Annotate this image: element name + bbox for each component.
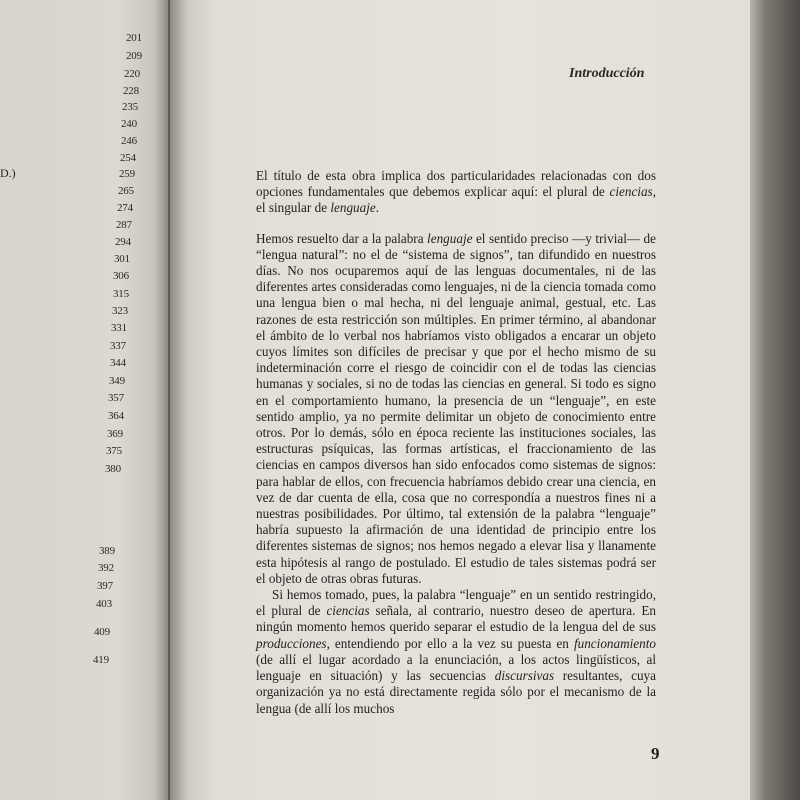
page-number-column: [0, 0, 160, 800]
page-number: 315: [113, 288, 129, 300]
page-number: 294: [115, 236, 131, 248]
page-number: 306: [113, 270, 129, 282]
background-edge: [750, 0, 800, 800]
page-number: 235: [122, 101, 138, 113]
page-number: 259: [119, 168, 135, 180]
page-number: 369: [107, 428, 123, 440]
page-number: 323: [112, 305, 128, 317]
page-number: 375: [106, 445, 122, 457]
page-number: 287: [116, 219, 132, 231]
page-number: 220: [124, 68, 140, 80]
paragraph: Hemos resuelto dar a la palabra lenguaje el sentido preciso —y trivial— de “lengua natural”: no el de “sistema de signos”, tan difundido en nuestros días. No nos ocuparemos aquí de las lenguas documentales, ni de las diferentes artes consideradas como lenguajes, ni de la ciencia tomada como una lengua bien o mal hecha, ni del lenguaje animal, gestual, etc. Las razones de esta restricción son múltiples. En primer término, al abandonar el ámbito de lo verbal nos habríamos visto obligados a encarar un objeto cuyos límites son difíciles de precisar y que por el hecho mismo de su indeterminación corre el riesgo de coincidir con el de todas las ciencias humanas y sociales, si no de todas las ciencias en general. Si todo es signo en el comportamiento humano, la presencia de un “lenguaje”, en este sentido amplio, ya no permite delimitar un objeto de conocimiento entre otros. Por lo demás, sólo en época reciente las instituciones sociales, las estructuras psíquicas, las formas artísticas, el fraccionamiento de las ciencias en campos diversos han sido enfocados como sistemas de signos: para hablar de ellos, con frecuencia habríamos debido crear una ciencia, en vez de dar cuenta de ella, cosa que no correspondía a nuestros fines ni a nuestras posibilidades. Por último, tal extensión de la palabra “lenguaje” habría supuesto la afirmación de una identidad de principio entre los diferentes sistemas de signos; nos hemos negado a elevar lisa y llanamente esta hipótesis al rango de postulado. El estudio de tales sistemas podrá ser el objeto de otras obras futuras.: [256, 230, 656, 586]
page-number: 228: [123, 85, 139, 97]
page-number: 419: [93, 654, 109, 666]
page-number: 349: [109, 375, 125, 387]
page-number: 246: [121, 135, 137, 147]
paragraph: El título de esta obra implica dos particularidades relacionadas con dos opciones fundamentales que debemos explicar aquí: el plural de ciencias, el singular de lenguaje.: [256, 168, 656, 216]
page-number: 331: [111, 322, 127, 334]
page-number: 392: [98, 562, 114, 574]
page-number: 337: [110, 340, 126, 352]
page-number: 201: [126, 32, 142, 44]
page-number: 357: [108, 392, 124, 404]
body-text: [256, 168, 656, 717]
page-number: 389: [99, 545, 115, 557]
cut-off-text: D.): [0, 166, 16, 180]
page-number: 254: [120, 152, 136, 164]
running-head: Introducción: [569, 66, 645, 81]
paragraph: Si hemos tomado, pues, la palabra “lenguaje” en un sentido restringido, el plural de ciencias señala, al contrario, nuestro deseo de apertura. En ningún momento hemos querido separar el estudio de la lengua del de sus producciones, entendiendo por ello a la vez su puesta en funcionamiento (de allí el lugar acordado a la enunciación, a los actos lingüísticos, al lenguaje en situación) y las secuencias discursivas resultantes, cuya organización ya no está directamente regida sólo por el mecanismo de la lengua (de allí los muchos: [256, 587, 656, 716]
page-number: 403: [96, 598, 112, 610]
page-number: 274: [117, 202, 133, 214]
left-page: [0, 0, 168, 800]
page-number: 344: [110, 357, 126, 369]
page-number: 364: [108, 410, 124, 422]
page-number: 265: [118, 185, 134, 197]
page-number: 301: [114, 253, 130, 265]
page-number: 240: [121, 118, 137, 130]
page-number: 380: [105, 463, 121, 475]
page-number: 397: [97, 580, 113, 592]
page-number: 409: [94, 626, 110, 638]
page-number: 209: [126, 50, 142, 62]
page-number-folio: 9: [651, 744, 660, 763]
